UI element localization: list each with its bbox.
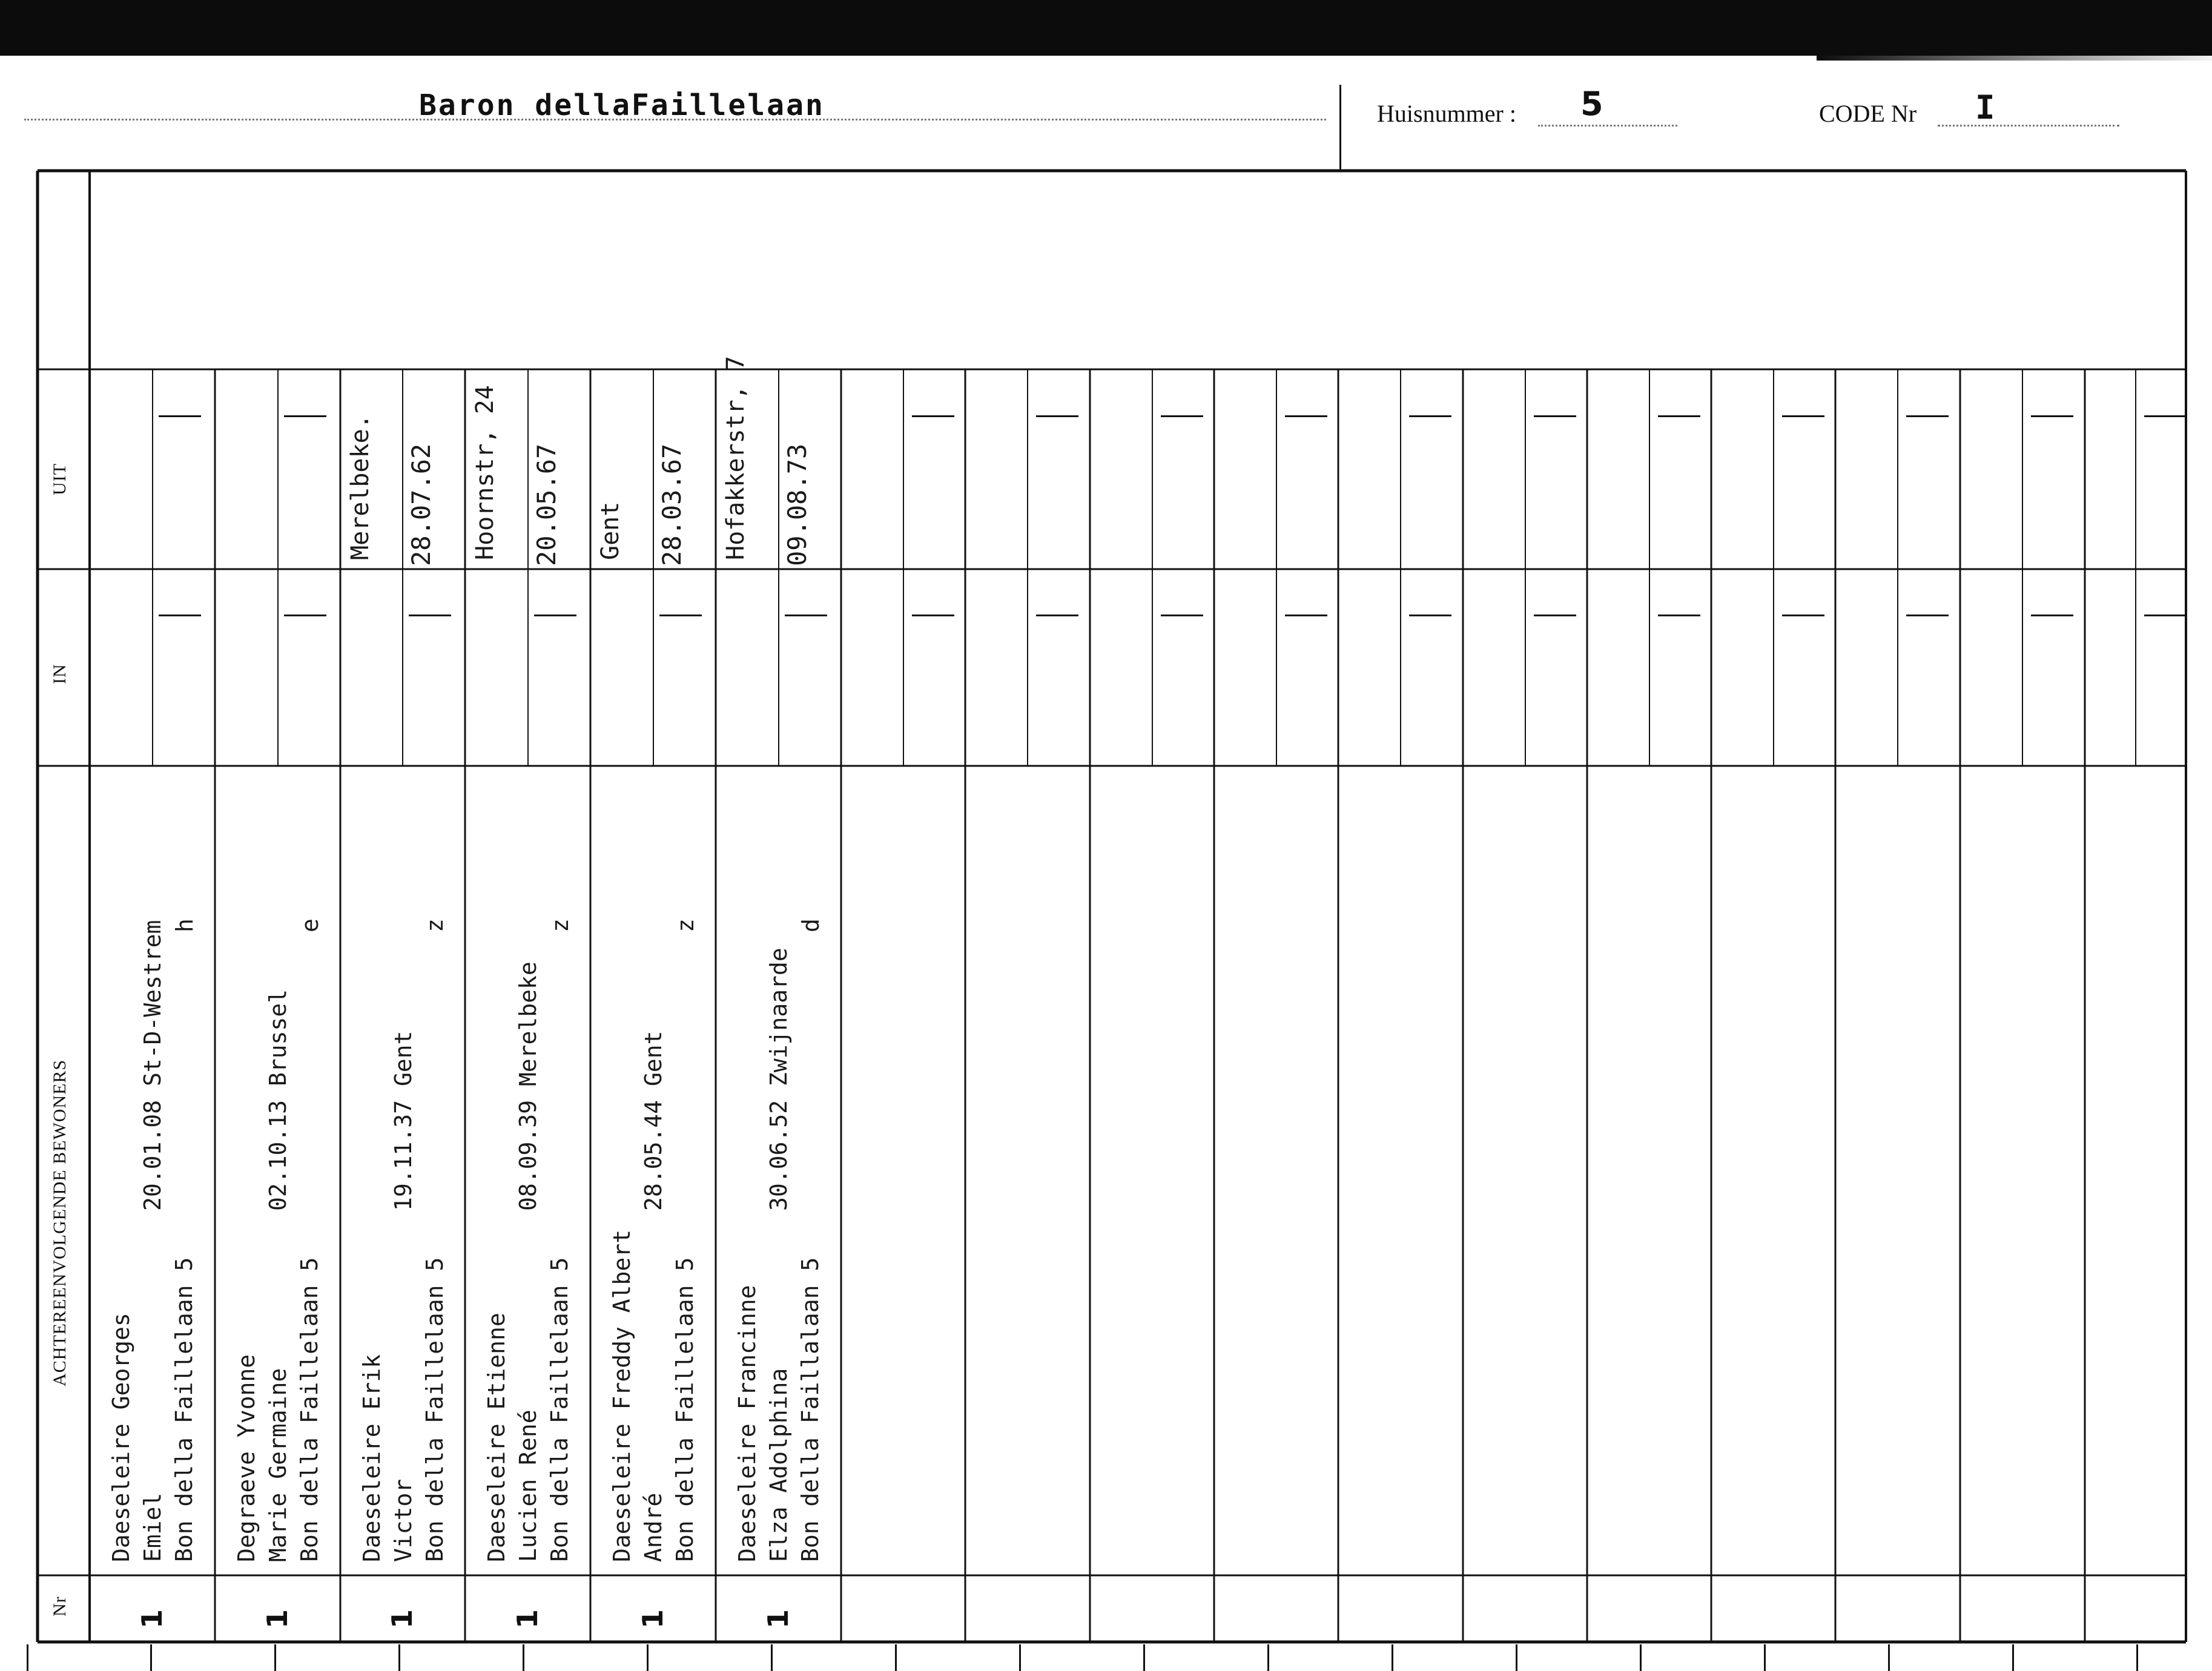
resident-name-line: Emiel <box>139 1492 166 1562</box>
street-name: Baron dellaFaillelaan <box>419 88 825 122</box>
empty-slot-dash <box>1285 415 1327 417</box>
resident-code-letter: z <box>547 918 573 932</box>
in-date-dash <box>785 615 827 616</box>
empty-slot-dash <box>1036 415 1078 417</box>
huisnummer-value: 5 <box>1580 85 1603 123</box>
empty-slot-dash <box>1906 615 1949 616</box>
in-date-dash <box>159 615 201 616</box>
resident-name-line: Daeseleire Erik <box>358 1354 385 1562</box>
bottom-tick <box>647 1644 649 1671</box>
empty-slot-dash <box>1409 415 1451 417</box>
resident-nr: 1 <box>636 1609 669 1629</box>
bottom-tick <box>398 1644 400 1671</box>
bottom-tick <box>27 1644 28 1671</box>
empty-slot-dash <box>1658 415 1700 417</box>
bottom-tick <box>274 1644 276 1671</box>
resident-name-line: André <box>640 1492 667 1562</box>
bottom-tick <box>771 1644 773 1671</box>
code-value: I <box>1975 88 1995 127</box>
resident-name-line: Daeseleire Francinne <box>734 1285 761 1562</box>
resident-name-line: Marie Germaine <box>265 1368 291 1562</box>
resident-name-line: Degraeve Yvonne <box>233 1354 260 1562</box>
resident-name-line: Bon della Faillelaan 5 <box>296 1257 323 1562</box>
resident-nr: 1 <box>135 1609 168 1629</box>
resident-nr: 1 <box>260 1609 294 1629</box>
resident-birth-info: 20.01.08 St-D-Westrem <box>139 920 166 1211</box>
resident-birth-info: 19.11.37 Gent <box>390 1030 417 1211</box>
resident-name-line: Lucien René <box>515 1409 541 1562</box>
bottom-tick <box>1764 1644 1766 1671</box>
bewoners-column-label: ACHTEREENVOLGENDE BEWONERS <box>50 1059 70 1386</box>
empty-slot-dash <box>912 615 954 616</box>
empty-slot-dash <box>1782 615 1824 616</box>
resident-name-line: Daeseleire Freddy Albert <box>609 1229 635 1562</box>
empty-slot-dash <box>1534 415 1576 417</box>
empty-slot-dash <box>1161 615 1203 616</box>
resident-name-line: Bon della Faillalaan 5 <box>797 1257 824 1562</box>
uit-place: Merelbeke. <box>346 414 374 560</box>
resident-nr: 1 <box>510 1609 544 1629</box>
uit-date: 09.08.73 <box>782 443 812 566</box>
resident-code-letter: d <box>797 918 824 932</box>
uit-date-dash <box>159 415 201 417</box>
bottom-tick <box>1640 1644 1642 1671</box>
bottom-tick <box>2136 1644 2138 1671</box>
nr-column-label: Nr <box>50 1596 70 1617</box>
resident-code-letter: h <box>171 918 198 932</box>
bottom-tick <box>1516 1644 1517 1671</box>
bottom-tick <box>150 1644 152 1671</box>
empty-slot-dash <box>1161 415 1203 417</box>
resident-name-line: Bon della Faillelaan 5 <box>546 1257 573 1562</box>
empty-slot-dash <box>2144 415 2187 417</box>
bottom-tick <box>1888 1644 1890 1671</box>
resident-name-line: Daeseleire Etienne <box>483 1313 510 1562</box>
resident-name-line: Bon della Faillelaan 5 <box>421 1257 448 1562</box>
uit-place: Gent <box>596 501 624 560</box>
resident-name-line: Daeseleire Georges <box>108 1313 134 1562</box>
empty-slot-dash <box>912 415 954 417</box>
empty-slot-dash <box>1036 615 1078 616</box>
bottom-tick <box>2012 1644 2014 1671</box>
empty-slot-dash <box>1658 615 1700 616</box>
in-date-dash <box>534 615 576 616</box>
bottom-tick <box>1143 1644 1145 1671</box>
uit-place: Hoornstr, 24 <box>471 385 499 560</box>
resident-birth-info: 28.05.44 Gent <box>640 1030 667 1211</box>
empty-slot-dash <box>2144 615 2187 616</box>
huisnummer-label: Huisnummer : <box>1377 100 1516 127</box>
resident-code-letter: z <box>672 918 699 932</box>
resident-nr: 1 <box>761 1609 794 1629</box>
code-label: CODE Nr <box>1819 100 1917 127</box>
resident-birth-info: 02.10.13 Brussel <box>265 989 291 1211</box>
resident-name-line: Victor <box>390 1478 417 1562</box>
uit-date: 20.05.67 <box>531 443 561 566</box>
resident-name-line: Elza Adolphina <box>765 1368 792 1562</box>
bottom-tick <box>1267 1644 1269 1671</box>
uit-date: 28.07.62 <box>406 443 436 566</box>
empty-slot-dash <box>2031 615 2073 616</box>
in-date-dash <box>409 615 451 616</box>
empty-slot-dash <box>2031 415 2073 417</box>
in-date-dash <box>284 615 326 616</box>
empty-slot-dash <box>1285 615 1327 616</box>
empty-slot-dash <box>1534 615 1576 616</box>
resident-nr: 1 <box>386 1609 418 1629</box>
uit-date: 28.03.67 <box>656 443 687 566</box>
resident-code-letter: z <box>421 918 448 932</box>
resident-name-line: Bon della Faillelaan 5 <box>672 1257 698 1562</box>
bottom-tick <box>1392 1644 1393 1671</box>
resident-name-line: Bon della Faillelaan 5 <box>171 1257 197 1562</box>
bottom-tick <box>1019 1644 1021 1671</box>
in-column-label: IN <box>50 664 70 684</box>
empty-slot-dash <box>1782 415 1824 417</box>
uit-column-label: UIT <box>50 463 70 495</box>
empty-slot-dash <box>1906 415 1949 417</box>
bottom-tick <box>895 1644 897 1671</box>
uit-date-dash <box>284 415 326 417</box>
empty-slot-dash <box>1409 615 1451 616</box>
in-date-dash <box>659 615 702 616</box>
bottom-tick <box>523 1644 524 1671</box>
resident-code-letter: e <box>297 918 323 932</box>
uit-place: Hofakkerstr, 7 <box>722 355 750 560</box>
resident-birth-info: 30.06.52 Zwijnaarde <box>765 948 792 1211</box>
resident-birth-info: 08.09.39 Merelbeke <box>515 961 541 1211</box>
